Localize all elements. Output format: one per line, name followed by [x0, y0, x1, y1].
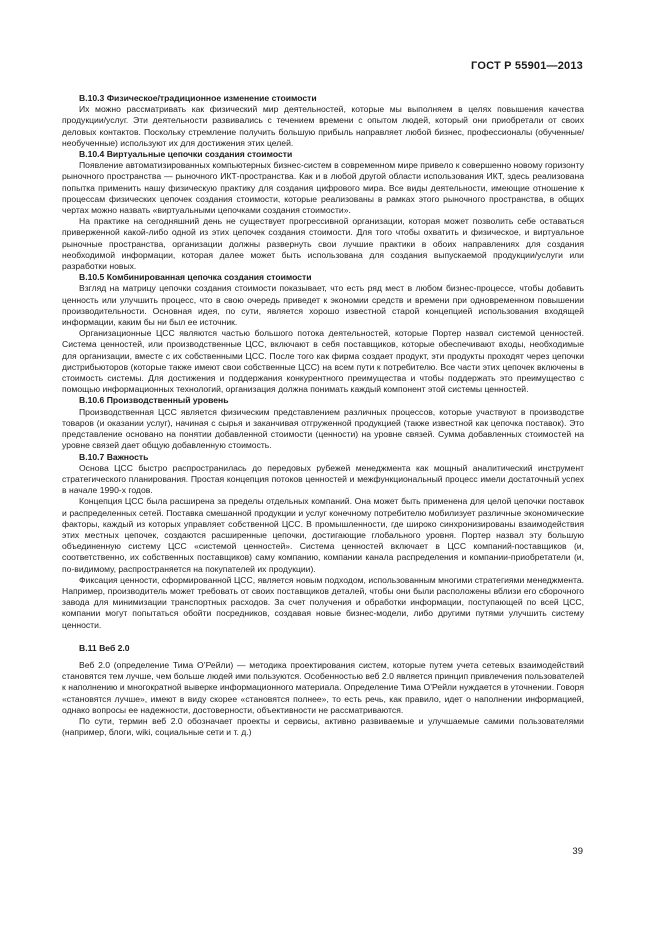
section-title: В.10.5 Комбинированная цепочка создания стоимости [79, 272, 312, 283]
section-title: В.10.3 Физическое/традиционное изменение стоимости [79, 93, 317, 103]
paragraph: Их можно рассматривать как физический мир деятельностей, которые мы выполняем в целях повышения качества продукции/услуг. Эти деятельности развивались с течением времени с опытом людей, который они приобретали от своих деловых контактов. Поскольку стремление получить большую прибыль направляет любой бизнес, профессионалы (обученные/необученные) используют их для достижения этих целей. [62, 104, 584, 148]
paragraph: Веб 2.0 (определение Тима О’Рейли) — методика проектирования систем, которые путем учета сетевых взаимодействий становятся тем лучше, чем больше людей ими пользуются. Особенностью веб 2.0 является принцип привлечения пользователей к наполнению и многократной выверке информационного материала. Определение Тима О’Рейли нуждается в уточнении. Говоря «становятся лучше», имеют в виду скорее «становятся полнее», то есть речь, как правило, идет о наполнении информацией, однако вопросы ее надежности, достоверности, объективности не рассматриваются. [62, 659, 584, 715]
paragraph: Основа ЦСС быстро распространилась до передовых рубежей менеджмента как мощный аналитический инструмент стратегического планирования. Простая концепция потоков ценностей и межфункциональный процесс имели достаточный успех в начале 1990-х годов. [62, 462, 584, 496]
section-b-10-6 [62, 395, 584, 451]
section-title: В.10.4 Виртуальные цепочки создания стоимости [79, 149, 293, 160]
paragraph: Производственная ЦСС является физическим представлением различных процессов, которые участвуют в производстве товаров (и оказании услуг), начиная с сырья и заканчивая отгруженной продукцией (также известной как цепочка поставок). Это представление основано на понятии добавленной стоимости (ценности) на уровне связей. Сумма добавленных стоимостей на уровне связей дает общую добавленную стоимость. [62, 406, 584, 451]
paragraph: Концепция ЦСС была расширена за пределы отдельных компаний. Она может быть применена для целой цепочки поставок и распределенных сетей. Поставка смешанной продукции и услуг конечному потребителю мобилизует различные экономические факторы, каждый из которых управляет собственной ЦСС. В промышленности, где широко синхронизированы взаимодействия этих местных цепочек, создаются расширенные цепочки, достигающие глобального уровня. Портер назвал эту большую объединенную систему ЦСС «системой ценностей». Система ценностей включает в ЦСС компаний-поставщиков (и, соответственно, их собственных поставщиков) саму компанию, компании канала распределения и компании-приобретатели (и, по-видимому, распространяется на покупателей их продукции). [62, 496, 584, 574]
section-b-11 [62, 643, 584, 739]
page-number: 39 [572, 846, 583, 857]
paragraph: На практике на сегодняшний день не существует прогрессивной организации, которая может позволить себе оставаться приверженной какой-либо одной из этих цепочек создания стоимости. Для того чтобы охватить и физическое, и виртуальное рыночные пространства, организации должны развернуть свои лучшие практики в обоих направлениях для создания необходимой информации, которая далее может быть использована для создания выпускаемой продукции/услуги или разработки новых. [62, 216, 584, 272]
paragraph: По сути, термин веб 2.0 обозначает проекты и сервисы, активно развиваемые и улучшаемые самими пользователями (например, блоги, wiki, социальные сети и т. д.) [62, 715, 584, 738]
section-b-10-3 [62, 93, 584, 149]
section-b-10-5 [62, 272, 584, 395]
paragraph: Фиксация ценности, сформированной ЦСС, является новым подходом, использованным многими стратегиями менеджмента. Например, производитель может требовать от своих поставщиков деталей, чтобы они были расположены вблизи его сборочного завода для минимизации транспортных расходов. За счет получения и обработки информации, поступающей по всей ЦСС, компании могут попытаться обойти посредников, создавая новые бизнес-модели, либо другими путями улучшить систему ценности. [62, 574, 584, 630]
page-content [62, 93, 584, 738]
section-title: В.10.7 Важность [79, 451, 149, 462]
section-b-10-4 [62, 149, 584, 272]
section-title: В.10.6 Производственный уровень [79, 395, 229, 406]
paragraph: Взгляд на матрицу цепочки создания стоимости показывает, что есть ряд мест в любом бизнес-процессе, чтобы добавить ценность или улучшить процесс, что в свою очередь приведет к экономии средств и времени при одновременном повышении производительности. Основная идея, по сути, является хорошо известной старой концепцией использования входящей информации, каким бы ни был ее источник. [62, 283, 584, 328]
section-b-10-7 [62, 452, 584, 631]
standard-id: ГОСТ Р 55901—2013 [471, 60, 583, 72]
paragraph: Появление автоматизированных компьютерных бизнес-систем в современном мире привело к совершенно новому горизонту рыночного пространства — рыночного ИКТ-пространства. Как и в любой другой области использования ИКТ, здесь реализована попытка применить нашу физическую практику для создания цифрового мира. Все виды деятельности, имеющие отношение к процессам физических цепочек создания стоимости, которые реализованы в рамках этого рыночного пространства, в общих чертах можно назвать «виртуальными цепочками создания стоимости». [62, 160, 584, 216]
paragraph: Организационные ЦСС являются частью большого потока деятельностей, которые Портер назвал системой ценностей. Система ценностей, или производственные ЦСС, включают в себя поставщиков, которые обеспечивают входы, необходимые для организации, вместе с их собственными ЦСС. После того как фирма создает продукт, эти продукты проходят через цепочки дистрибьюторов (которые также имеют свои собственные ЦСС) на всем пути к потребителю. Все части этих цепочек включены в стоимость системы. Для достижения и поддержания конкурентного преимущества и чтобы поддержать это преимущество с помощью информационных технологий, организация должна понимать каждый компонент этой системы ценностей. [62, 328, 584, 395]
section-title: В.11 Веб 2.0 [79, 642, 130, 653]
